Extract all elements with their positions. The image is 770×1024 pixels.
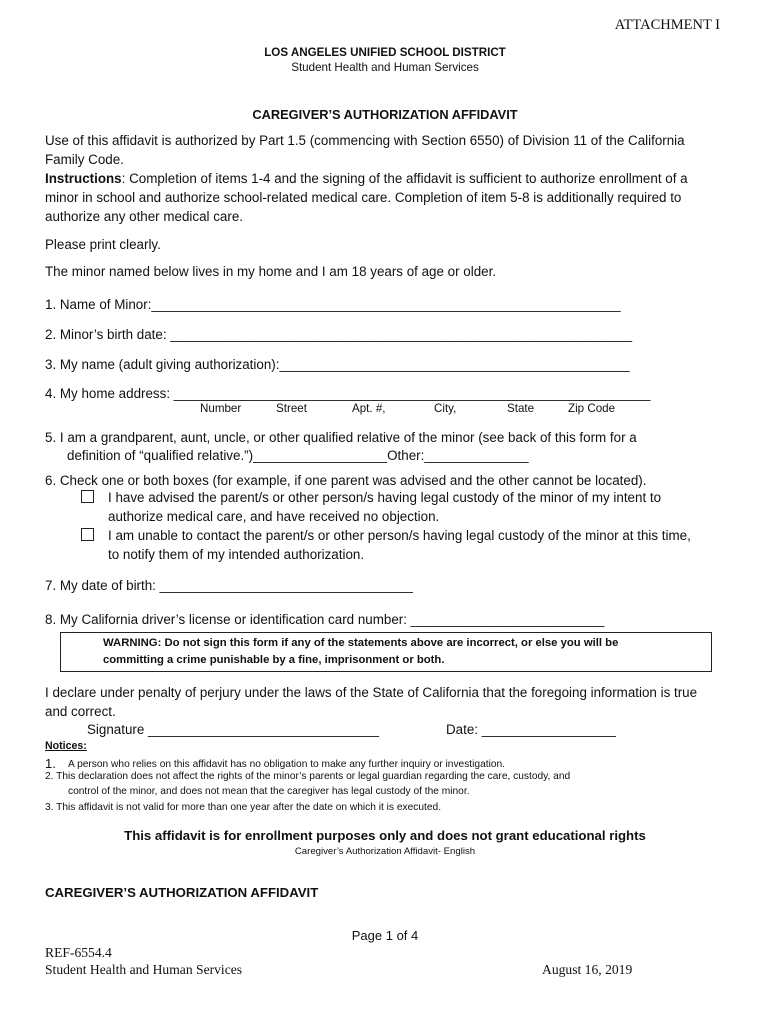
instructions-line-3: authorize any other medical care.: [45, 209, 243, 224]
warning-line-2: committing a crime punishable by a fine, imprisonment or both.: [103, 654, 445, 666]
instructions-label: Instructions: [45, 171, 122, 186]
department-name: Student Health and Human Services: [291, 61, 479, 74]
form-caption: Caregiver’s Authorization Affidavit- English: [294, 846, 476, 857]
unable-option-line-2: to notify them of my intended authorization.: [108, 547, 365, 562]
address-label-apt: Apt. #,: [352, 402, 386, 415]
item-minor-birth-date[interactable]: 2. Minor’s birth date: ______________________________________________________________: [45, 327, 633, 342]
notice-1: A person who relies on this affidavit has no obligation to make any further inquiry or investigation.: [68, 759, 505, 770]
item-qualified-relative-line-2[interactable]: definition of “qualified relative.”)__________________Other:______________: [67, 448, 529, 463]
warning-line-1: WARNING: Do not sign this form if any of the statements above are incorrect, or else you will be: [103, 637, 619, 649]
instructions-line-2: minor in school and authorize school-related medical care. Completion of item 5-8 is additionally required to: [45, 190, 682, 205]
item-date-of-birth[interactable]: 7. My date of birth: __________________________________: [45, 578, 413, 593]
item-home-address[interactable]: 4. My home address: ________________________________________________________________: [45, 386, 651, 401]
notice-2-line-2: control of the minor, and does not mean that the caregiver has legal custody of the minor.: [68, 786, 470, 797]
address-label-city: City,: [434, 402, 457, 415]
form-title-repeat: CAREGIVER’S AUTHORIZATION AFFIDAVIT: [45, 885, 319, 900]
district-name: LOS ANGELES UNIFIED SCHOOL DISTRICT: [264, 46, 506, 59]
notice-3: 3. This affidavit is not valid for more than one year after the date on which it is executed.: [45, 802, 442, 813]
advised-option-line-1: I have advised the parent/s or other person/s having legal custody of the minor of my intent to: [108, 490, 662, 505]
address-label-zip: Zip Code: [568, 402, 616, 415]
advised-option-line-2: authorize medical care, and have received no objection.: [108, 509, 440, 524]
footer-department: Student Health and Human Services: [45, 962, 243, 977]
item-adult-name[interactable]: 3. My name (adult giving authorization):_______________________________________________: [45, 357, 630, 372]
notices-label: Notices:: [45, 740, 87, 752]
attachment-label: ATTACHMENT I: [614, 17, 720, 33]
signature-field[interactable]: Signature _______________________________: [87, 722, 379, 737]
footer-date: August 16, 2019: [542, 962, 633, 977]
item-name-of-minor[interactable]: 1. Name of Minor:_______________________________________________________________: [45, 297, 621, 312]
notice-1-number: 1.: [45, 756, 56, 771]
enrollment-note: This affidavit is for enrollment purposes only and does not grant educational rights: [124, 828, 646, 843]
item-license-number[interactable]: 8. My California driver’s license or identification card number: __________________________: [45, 612, 605, 627]
intro-line-2: Family Code.: [45, 152, 124, 167]
instructions-text: : Completion of items 1-4 and the signing of the affidavit is sufficient to authorize enrollment of a: [121, 171, 688, 186]
address-label-state: State: [507, 402, 535, 415]
item-check-boxes: 6. Check one or both boxes (for example, if one parent was advised and the other cannot be located).: [45, 473, 647, 488]
form-title: CAREGIVER’S AUTHORIZATION AFFIDAVIT: [252, 107, 518, 122]
instructions-line-1: [45, 169, 688, 188]
advised-parent-checkbox[interactable]: [81, 490, 94, 503]
minor-lives-statement: The minor named below lives in my home and I am 18 years of age or older.: [45, 264, 497, 279]
unable-option-line-1: I am unable to contact the parent/s or other person/s having legal custody of the minor at this time,: [108, 528, 691, 543]
item-qualified-relative-line-1: 5. I am a grandparent, aunt, uncle, or other qualified relative of the minor (see back of this form for a: [45, 430, 637, 445]
address-label-street: Street: [276, 402, 307, 415]
declaration-line-2: and correct.: [45, 704, 116, 719]
print-clearly: Please print clearly.: [45, 237, 161, 252]
page-number: Page 1 of 4: [351, 928, 419, 943]
unable-contact-checkbox[interactable]: [81, 528, 94, 541]
notice-2-line-1: 2. This declaration does not affect the rights of the minor’s parents or legal guardian regarding the care, custody, and: [45, 771, 571, 782]
intro-line-1: Use of this affidavit is authorized by Part 1.5 (commencing with Section 6550) of Division 11 of the California: [45, 133, 685, 148]
address-label-number: Number: [200, 402, 242, 415]
date-field[interactable]: Date: __________________: [446, 722, 616, 737]
ref-number: REF-6554.4: [45, 945, 112, 960]
declaration-line-1: I declare under penalty of perjury under the laws of the State of California that the foregoing information is true: [45, 685, 698, 700]
